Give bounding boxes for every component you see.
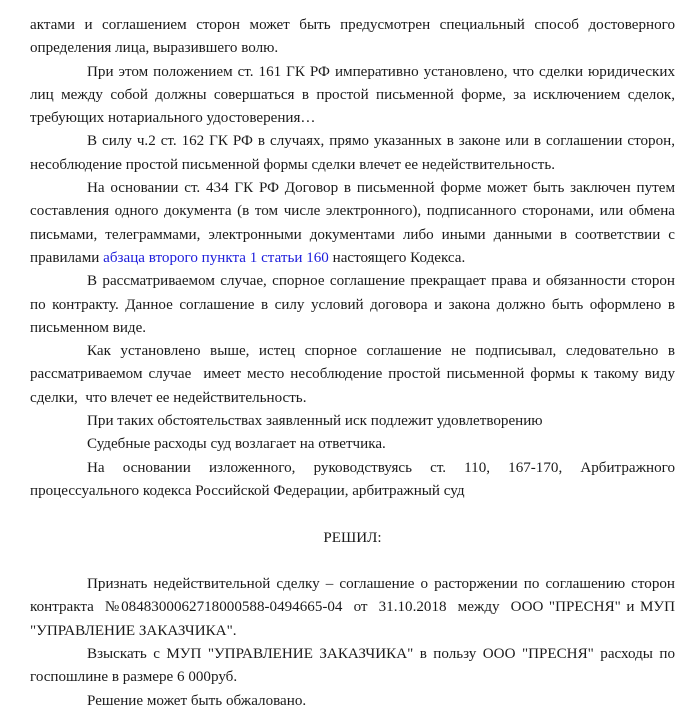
ruling-heading: РЕШИЛ: [323, 529, 382, 546]
paragraph-gk-162: В силу ч.2 ст. 162 ГК РФ в случаях, прямо указанных в законе или в соглашении сторон, несоблюдение простой письменной формы сделки влечет ее недействительность. [30, 133, 679, 173]
spacer-after-ruling [30, 550, 675, 573]
paragraph-continuation: актами и соглашением сторон может быть предусмотрен специальный способ достоверного определения лица, выразившего волю. [30, 17, 679, 57]
document-body [30, 14, 691, 713]
paragraph-gk-434 [30, 177, 679, 270]
paragraph-court-costs: Судебные расходы суд возлагает на ответчика. [87, 436, 386, 453]
statute-link-article-160[interactable]: абзаца второго пункта 1 статьи 160 [103, 249, 329, 266]
paragraph-gk-434-text-after: настоящего Кодекса. [328, 249, 466, 266]
paragraph-claim-granted: При таких обстоятельствах заявленный иск подлежит удовлетворению [87, 413, 543, 430]
ruling-item-state-duty: Взыскать с МУП "УПРАВЛЕНИЕ ЗАКАЗЧИКА" в пользу ООО "ПРЕСНЯ" расходы по госпошлине в размере 6 000руб. [30, 646, 679, 686]
paragraph-gk-434-text-before: На основании ст. 434 ГК РФ Договор в письменной форме может быть заключен путем составления одного документа (в том числе электронного), подписанного сторонами, или обмена письмами, телеграммами, электронными документами либо иными данными в соответствии с правилами [30, 180, 679, 266]
paragraph-unsigned-finding: Как установлено выше, истец спорное соглашение не подписывал, следовательно в рассматриваемом случае имеет место несоблюдение простой письменной формы к такому виду сделки, что влечет ее недействительность. [30, 343, 679, 406]
paragraph-disputed-agreement: В рассматриваемом случае, спорное соглашение прекращает права и обязанности сторон по контракту. Данное соглашение в силу условий договора и закона должно быть оформлено в письменном виде. [30, 273, 679, 336]
ruling-item-appeal-notice: Решение может быть обжаловано. [87, 692, 307, 709]
spacer-before-ruling [30, 503, 675, 526]
paragraph-legal-basis: На основании изложенного, руководствуясь ст. 110, 167-170, Арбитражного процессуального кодекса Российской Федерации, арбитражный суд [30, 459, 679, 499]
ruling-item-invalidate-transaction: Признать недействительной сделку – соглашение о расторжении по соглашению сторон контракта №0848300062718000588-0494665-04 от 31.10.2018 между ООО "ПРЕСНЯ" и МУП "УПРАВЛЕНИЕ ЗАКАЗЧИКА". [30, 576, 691, 639]
paragraph-gk-161: При этом положением ст. 161 ГК РФ императивно установлено, что сделки юридических лиц между собой должны совершаться в простой письменной форме, за исключением сделок, требующих нотариального удостоверения… [30, 63, 679, 127]
